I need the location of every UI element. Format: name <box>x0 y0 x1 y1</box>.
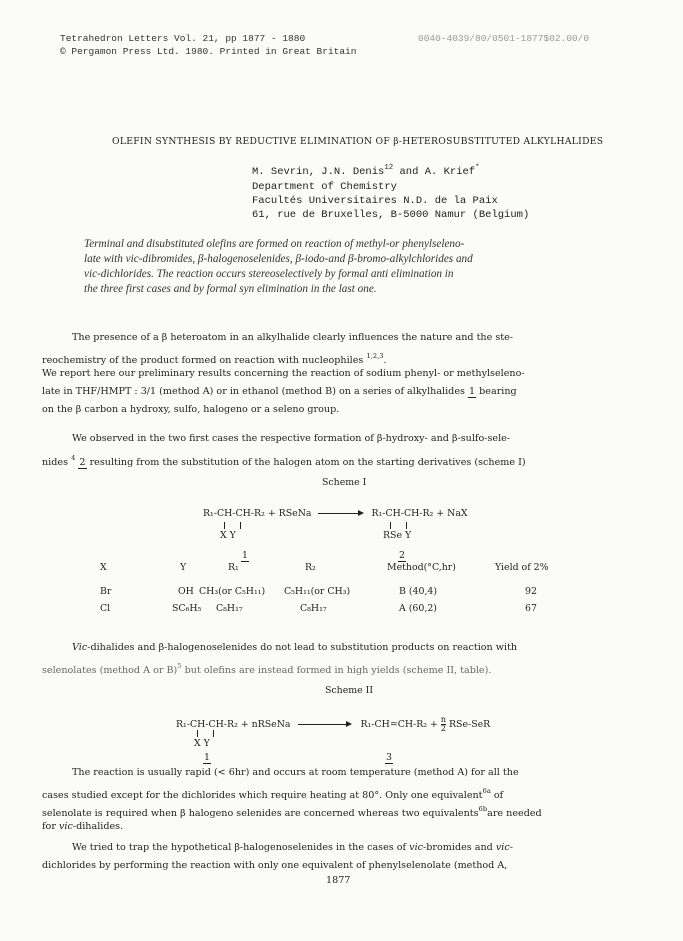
bond-line <box>406 522 407 529</box>
scheme-1-arrow <box>318 513 362 514</box>
abstract-line-2: late with vic-dibromides, β-halogenoselenides, β-iodo-and β-bromo-alkylchlorides and <box>84 253 473 265</box>
bond-line <box>390 522 391 529</box>
author-names-a: M. Sevrin, J.N. Denis <box>252 166 385 178</box>
vic-italic: Vic <box>72 642 88 653</box>
scheme-1-compound-1 <box>241 550 249 561</box>
para5-line-1 <box>72 839 513 857</box>
journal-citation: Tetrahedron Letters Vol. 21, pp 1877 - 1880 <box>60 33 306 44</box>
scheme-2-compound-1 <box>203 752 211 763</box>
scheme-1-reaction <box>203 508 468 519</box>
para1-line-2-end: . <box>383 355 387 366</box>
fraction-denominator: 2 <box>440 724 446 733</box>
compound-2-ref: 2 <box>79 457 86 468</box>
vic-italic: vic <box>495 842 510 853</box>
table-cell: Br <box>100 586 112 597</box>
para4-line-1: The reaction is usually rapid (< 6hr) and occurs at room temperature (method A) for all the <box>72 767 519 778</box>
author-and: and <box>399 166 419 178</box>
para5-line-1a: We tried to trap the hypothetical β-halogenoselenides in the cases of <box>72 842 407 853</box>
para5-line-2: dichlorides by performing the reaction with only one equivalent of phenylselenolate (method A, <box>42 860 508 871</box>
bond-line <box>224 522 225 529</box>
table-header-x: X <box>100 562 107 573</box>
scheme-1-reagent: + RSeNa <box>267 508 312 519</box>
table-cell: SC₆H₅ <box>172 603 202 614</box>
para5-line-1b: -bromides and <box>423 842 493 853</box>
para3-line-2b: but olefins are instead formed in high yields (scheme II, table). <box>184 665 492 676</box>
para4-line-4a: for <box>42 821 56 832</box>
page-number: 1877 <box>326 875 351 886</box>
table-cell: Cl <box>100 603 111 614</box>
scheme-2-compound-3 <box>385 752 393 763</box>
compound-number: 2 <box>399 550 405 561</box>
ref-6a: 6a <box>482 787 491 795</box>
table-cell: 92 <box>525 586 537 597</box>
scheme-1-substituents-right: RSe Y <box>383 530 412 541</box>
para5-line-1c: - <box>509 842 513 853</box>
abstract-line-1: Terminal and disubstituted olefins are formed on reaction of methyl-or phenylseleno- <box>84 238 465 250</box>
scheme-2-reactant: R₁-CH-CH-R₂ <box>176 719 238 730</box>
abstract-line-4: the three first cases and by formal syn elimination in the last one. <box>84 283 377 295</box>
author-ref: 12 <box>384 164 394 172</box>
para1-line-1: The presence of a β heteroatom in an alkylhalide clearly influences the nature and the ste- <box>72 332 514 343</box>
abstract-line-3: vic-dichlorides. The reaction occurs stereoselectively by formal anti elimination in <box>84 268 454 280</box>
table-cell: C₅H₁₁(or CH₃) <box>284 586 351 597</box>
compound-number: 1 <box>204 752 210 763</box>
scheme-1-product: R₁-CH-CH-R₂ <box>371 508 434 519</box>
para3-line-2 <box>42 657 491 680</box>
table-cell: CH₃(or C₅H₁₁) <box>199 586 266 597</box>
ref-1-2-3: 1,2,3 <box>366 352 384 360</box>
table-cell: 67 <box>525 603 537 614</box>
table-cell: C₈H₁₇ <box>300 603 327 614</box>
scheme-1-byproduct: + NaX <box>436 508 468 519</box>
table-header-yield: Yield of 2% <box>495 562 549 573</box>
para3-line-2a: selenolates (method A or B) <box>42 665 178 676</box>
scheme-1-substituents-left: X Y <box>220 530 236 541</box>
para4-line-2a: cases studied except for the dichlorides which require heating at 80°. Only one equivalent <box>42 790 483 801</box>
compound-number: 3 <box>386 752 392 763</box>
scheme-2-plus: + <box>430 719 438 730</box>
para4-line-2b: of <box>493 790 504 801</box>
scheme-1-reactant: R₁-CH-CH-R₂ <box>203 508 265 519</box>
table-cell: OH <box>178 586 194 597</box>
para4-line-4 <box>42 818 123 836</box>
scheme-2-product: R₁-CH=CH-R₂ <box>360 719 428 730</box>
ref-6b: 6b <box>478 805 488 813</box>
para1-line-4 <box>42 383 517 401</box>
bond-line <box>240 522 241 529</box>
para3-line-1b: -dihalides and β-halogenoselenides do not lead to substitution products on reaction with <box>87 642 518 653</box>
vic-italic: vic <box>58 821 73 832</box>
table-header-y: Y <box>180 562 187 573</box>
scheme-2-arrow <box>298 724 350 725</box>
scheme-2-fraction <box>441 716 446 733</box>
affiliation-dept: Department of Chemistry <box>252 181 397 193</box>
para1-line-5: on the β carbon a hydroxy, sulfo, halogeno or a seleno group. <box>42 404 340 415</box>
bond-line <box>197 730 198 737</box>
table-cell: B (40,4) <box>399 586 438 597</box>
bond-line <box>213 730 214 737</box>
table-header-method: Method(°C,hr) <box>387 562 456 573</box>
publisher-line: © Pergamon Press Ltd. 1980. Printed in Great Britain <box>60 46 357 57</box>
fraction-numerator: n <box>440 715 447 724</box>
table-header-r2: R₂ <box>305 562 316 573</box>
para4-line-3b: are needed <box>487 808 542 819</box>
paper-title: OLEFIN SYNTHESIS BY REDUCTIVE ELIMINATION OF β-HETEROSUBSTITUTED ALKYLHALIDES <box>112 136 604 147</box>
affiliation-address: 61, rue de Bruxelles, B-5000 Namur (Belgium) <box>252 209 530 221</box>
scheme-2-reaction <box>176 716 490 733</box>
article-code: 0040-4039/80/0501-1877$02.00/0 <box>418 33 590 44</box>
scheme-2-substituents: X Y <box>194 738 210 749</box>
para2-line-2a: nides <box>42 457 68 468</box>
scheme-2-label: Scheme II <box>325 685 374 696</box>
compound-number: 1 <box>242 550 248 561</box>
para2-line-2b: resulting from the substitution of the halogen atom on the starting derivatives (scheme I) <box>89 457 526 468</box>
para1-line-2-text: reochemistry of the product formed on reaction with nucleophiles <box>42 355 364 366</box>
para4-line-3a: selenolate is required when β halogeno selenides are concerned whereas two equivalents <box>42 808 479 819</box>
scheme-2-diselenide: RSe-SeR <box>449 719 491 730</box>
para4-line-4b: -dihalides. <box>72 821 124 832</box>
corresponding-star: * <box>475 164 480 172</box>
affiliation-univ: Facultés Universitaires N.D. de la Paix <box>252 195 498 207</box>
para2-line-1: We observed in the two first cases the respective formation of β-hydroxy- and β-sulfo-sele- <box>72 433 511 444</box>
para1-line-4a: late in THF/HMPT : 3/1 (method A) or in ethanol (method B) on a series of alkylhalides <box>42 386 465 397</box>
scheme-1-compound-2 <box>398 550 406 561</box>
para2-line-2 <box>42 449 526 472</box>
vic-italic: vic <box>409 842 424 853</box>
table-cell: C₈H₁₇ <box>216 603 243 614</box>
para3-line-1 <box>72 639 517 657</box>
author-line <box>252 164 480 178</box>
scheme-2-reagent: + nRSeNa <box>240 719 291 730</box>
para1-line-3: We report here our preliminary results concerning the reaction of sodium phenyl- or methylseleno- <box>42 368 525 379</box>
table-cell: A (60,2) <box>399 603 437 614</box>
ref-4: 4 <box>71 454 76 462</box>
scheme-1-label: Scheme I <box>322 477 367 488</box>
ref-5: 5 <box>177 662 182 670</box>
para1-line-4b: bearing <box>479 386 517 397</box>
compound-1-ref: 1 <box>468 386 476 397</box>
author-names-b: A. Krief <box>424 166 476 178</box>
table-header-r1: R₁ <box>228 562 239 573</box>
